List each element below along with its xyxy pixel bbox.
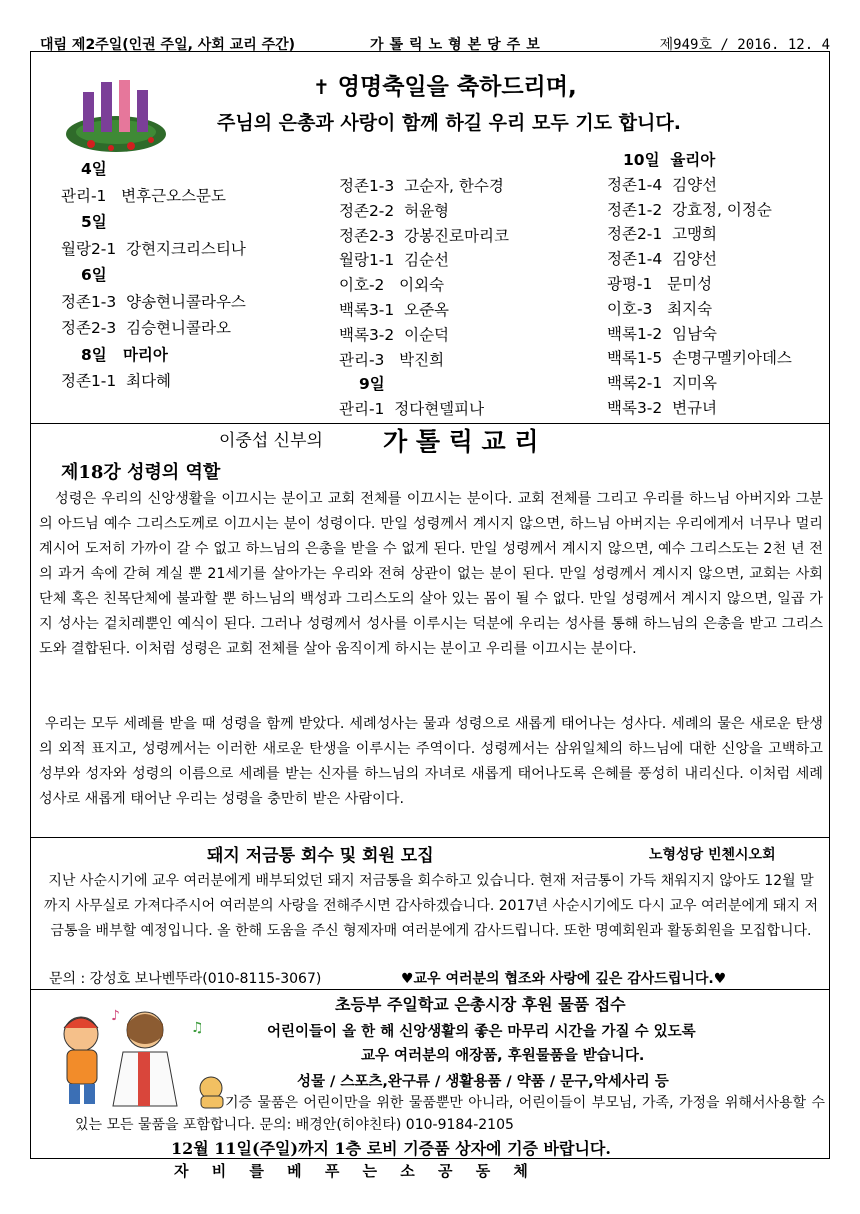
piggy-org: 노형성당 빈첸시오회: [649, 847, 776, 863]
feast-column-2: [339, 174, 599, 422]
feast-entry: 월랑1-1 김순선: [339, 251, 450, 270]
feast-entry: 정존2-3 강봉진로마리코: [339, 226, 509, 245]
cross-icon: ✝: [313, 75, 330, 99]
feast-title: ✝ 영명축일을 축하드리며,: [313, 74, 577, 100]
doctrine-title: 가 톨 릭 교 리: [383, 427, 539, 456]
feast-entry: 월랑2-1 강현지크리스티나: [61, 239, 246, 258]
feast-entry: 관리-1 정다현델피나: [339, 400, 485, 419]
feast-entry: 정존1-2 강효정, 이정순: [607, 200, 772, 219]
lesson-title: 제18강 성령의 역할: [61, 462, 221, 483]
feast-entry: 백록1-2 임남숙: [607, 324, 718, 343]
feast-entry: 관리-3 박진희: [339, 350, 445, 369]
feast-subtitle: 주님의 은총과 사랑이 함께 하길 우리 모두 기도 합니다.: [217, 112, 681, 134]
doctrine-paragraph-2: 우리는 모두 세례를 받을 때 성령을 함께 받았다. 세례성사는 물과 성령으로 새롭게 태어나는 성사다. 세례의 물은 새로운 탄생의 외적 표지고, 성령께서는 이러한 새로운 탄생을 이루시는 주역이다. 성령께서는 삼위일체의 하느님에 대한 신앙을 고백하고 성부와 성자와 성령의 이름으로 세례를 받는 신자를 하느님의 자녀로 새롭게 태어나도록 은혜를 풍성히 내리신다. 이처럼 세례성사로 새롭게 태어난 우리는 성령을 충만히 받은 사람이다.: [39, 716, 823, 807]
school-contact: 문의: 배경안(히야친타) 010-9184-2105: [259, 1117, 514, 1133]
school-deadline: 12월 11일(주일)까지 1층 로비 기증품 상자에 기증 바랍니다.: [171, 1139, 611, 1158]
feast-date-heading: 10일 율리아: [623, 151, 716, 169]
feast-date-heading: 6일: [81, 266, 107, 284]
feast-entry: 백록1-5 손명구멜키아데스: [607, 349, 792, 368]
feast-entry: 정존1-3 양송현니콜라우스: [61, 292, 246, 311]
feast-entry: 정존1-3 고순자, 한수경: [339, 177, 504, 195]
feast-column-3: [607, 148, 829, 421]
feast-entry: 백록3-2 이순덕: [339, 325, 450, 344]
feast-entry: 백록2-1 지미옥: [607, 374, 718, 393]
feast-entry: 정존1-4 김양선: [607, 175, 718, 194]
bulletin-name: 가톨릭노형본당주보: [370, 37, 546, 53]
feast-entry: 이호-2 이외숙: [339, 276, 445, 295]
divider: [31, 989, 829, 990]
piggy-body: 지난 사순시기에 교우 여러분에게 배부되었던 돼지 저금통을 회수하고 있습니다. 현재 저금통이 가득 채워지지 않아도 12월 말까지 사무실로 가져다주시어 여러분의 사랑을 전해주시면 감사하겠습니다. 2017년 사순시기에도 다시 교우 여러분에게 돼지 저금통을 배부할 예정입니다. 올 한해 도움을 주신 형제자매 여러분에게 감사드립니다. 또한 명예회원과 활동회원을 모집합니다.: [43, 873, 819, 939]
feast-date-heading: 8일 마리아: [81, 345, 168, 364]
school-body: 기증 물품은 어린이만을 위한 물품뿐만 아니라, 어린이들이 부모님, 가족, 가정을 위해서사용할 수 있는 모든 물품을 포함합니다. 문의: 배경안(히야친타) 010-9184-2105: [75, 1095, 825, 1133]
advent-wreath-image: [61, 62, 171, 162]
issue-date: 제949호 / 2016. 12. 4: [659, 37, 830, 53]
feast-entry: 광평-1 문미성: [607, 274, 713, 293]
feast-entry: 이호-3 최지숙: [607, 299, 713, 318]
page-header: [30, 6, 830, 53]
feast-column-1: [61, 156, 331, 395]
feast-entry: 백록3-2 변규녀: [607, 398, 718, 417]
feast-entry: 정존2-3 김승현니콜라오: [61, 319, 231, 337]
svg-text:♫: ♫: [191, 1020, 204, 1036]
feast-entry: 정존2-2 허윤형: [339, 201, 450, 220]
feast-entry: 백록3-1 오준옥: [339, 300, 450, 319]
feast-entry: 정존2-1 고맹희: [607, 225, 718, 244]
feast-date-heading: 4일: [81, 160, 107, 178]
page-footer: 자 비 를 베 푸 는 소 공 동 체: [174, 1162, 537, 1180]
feast-entry: 정존1-4 김양선: [607, 250, 718, 269]
piggy-title: 돼지 저금통 회수 및 회원 모집: [207, 846, 434, 866]
feast-entry: 정존1-1 최다혜: [61, 372, 172, 390]
school-line-2: 교우 여러분의 애장품, 후원물품을 받습니다.: [361, 1048, 645, 1064]
school-items: 성물 / 스포츠,완구류 / 생활용품 / 약품 / 문구,악세사리 등: [297, 1074, 669, 1090]
piggy-thanks: ♥교우 여러분의 협조와 사랑에 깊은 감사드립니다.♥: [401, 971, 727, 987]
divider: [31, 837, 829, 838]
feast-entry: 관리-1 변후근오스문도: [61, 186, 226, 205]
feast-date-heading: 5일: [81, 213, 107, 231]
liturgical-day: 대림 제2주일(인권 주일, 사회 교리 주간): [40, 37, 296, 53]
feast-date-heading: 9일: [359, 375, 385, 394]
piggy-contact: 문의 : 강성호 보나벤뚜라(010-8115-3067): [49, 971, 322, 987]
doctrine-paragraph-1: 성령은 우리의 신앙생활을 이끄시는 분이고 교회 전체를 이끄시는 분이다. 교회 전체를 그리고 우리를 하느님 아버지와 그분의 아드님 예수 그리스도께로 이끄시는 분이 성령이다. 만일 성령께서 계시지 않으면, 하느님 아버지는 우리에게서 너무나 멀리 계시어 도저히 가까이 갈 수 없고 하느님의 은총을 받을 수 없게 된다. 만일 성령께서 계시지 않으면, 예수 그리스도는 2천 년 전의 과거 속에 갇혀 계실 뿐 21세기를 살아가는 우리와 전혀 상관이 없는 분이 된다. 만일 성령께서 계시지 않으면, 교회는 사회단체 혹은 친목단체에 불과할 뿐 하느님의 백성과 그리스도의 살아 있는 몸이 될 수 없다. 만일 성령께서 계시지 않으면, 일곱 가지 성사는 겉치레뿐인 예식이 된다. 그러나 성령께서 성사를 이루시는 덕분에 우리는 성사를 통해 하느님의 은총을 받고 그리스도와 결합된다. 이처럼 성령은 교회 전체를 살아 움직이게 하시는 분이고 우리를 이끄시는 분이다.: [39, 491, 824, 657]
svg-text:♪: ♪: [111, 1008, 120, 1024]
school-title: 초등부 주일학교 은총시장 후원 물품 접수: [335, 995, 626, 1014]
bulletin-frame: [30, 51, 830, 1159]
doctrine-author: 이중섭 신부의: [219, 431, 323, 451]
school-line-1: 어린이들이 올 한 해 신앙생활의 좋은 마무리 시간을 가질 수 있도록: [267, 1024, 696, 1040]
